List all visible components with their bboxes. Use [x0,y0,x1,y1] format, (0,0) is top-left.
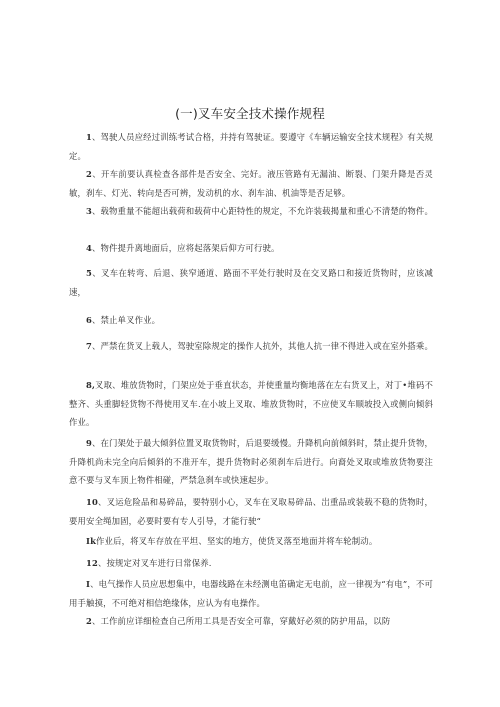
paragraph-6 [69,311,433,330]
paragraph-number: 2 [86,616,92,626]
paragraph-text: 、严禁在货叉上载人，驾驶室除规定的操作人抗外，其他人抗一律不得进入或在室外搭乘。 [91,341,433,351]
paragraph-number: 8, [86,380,96,390]
document-title: (一)叉车安全技术操作规程 [175,106,325,121]
paragraph-text: 、在门架处于最大倾斜位置叉取货物时，后退要缓慢。升降机向前倾斜时，禁止提升货物，升降机尚未完全向后倾斜的不准开车，提升货物时必须刹车后进行。向裔处叉取或堆放货物要注意不要与叉车顶上物件相碰，严禁急刹车或快速起步。 [69,438,433,485]
paragraph-9 [69,434,433,490]
paragraph-7 [69,337,433,356]
paragraph-10 [69,493,433,530]
paragraph-text: 、工作前应详细检查自己所用工具是否安全可靠，穿戴好必须的防护用品，以防 [91,616,391,626]
paragraph-11 [69,532,433,551]
paragraph-text: 、驾驶人员应经过训练考试合格，并持有驾驶证。要遵守《车辆运输安全技术规程》有关规定。 [69,132,433,161]
paragraph-number: Ik [86,536,97,546]
paragraph-text: 作业后，将叉车存放在平坦、坚实的地方，使货叉落至地面并将车轮制动。 [96,536,378,546]
paragraph-number: 12 [86,558,98,568]
paragraph-1 [69,128,433,165]
paragraph-text: 、开车前要认真检查各部件是否安全、完好。液压管路有无漏油、断裂、门架升降是否灵敏，刹车、灯光、转向是否可辨，发动机的水、刹车油、机油等是否足够。 [69,169,433,198]
paragraph-text: 、按规定对叉车进行日常保养. [97,558,212,568]
paragraph-number: 5 [86,268,92,278]
paragraph-text: 、叉车在转弯、后退、狭窄通道、路面不平处行驶时及在交叉路口和接近货物时，应该减速， [69,268,433,297]
paragraph-text: 、叉运危险品和易碎品，要特别小心，叉车在叉取易碎品、岀重品或装载不稳的货物时，要用安全绳加固，必要时要有专人引导，才能行驶“ [69,497,433,526]
paragraph-4 [69,239,433,258]
paragraph-text: 、载物重量不能超出载荷和载荷中心距特性的规定，不允许装载揭量和重心不清楚的物件。 [91,206,433,216]
paragraph-number: 10 [86,497,98,507]
paragraph-8 [69,376,433,432]
paragraph-number: 1 [86,132,92,142]
paragraph-3 [69,202,433,221]
paragraph-number: 9 [86,438,92,448]
paragraph-number: 7 [86,341,92,351]
paragraph-12 [69,554,433,573]
paragraph-2 [69,165,433,202]
paragraph-text: 、物件提升离地面后，应将起落架后仰方可行驶。 [91,243,280,253]
paragraph-5 [69,264,433,301]
paragraph-text: 叉取、堆放货物时，门架应处于垂直状态，并使重量均衡地落在左右货叉上，对丁•堆码不整齐、头重脚轻货物不得使用叉车.在小坡上叉取、堆放货物时，不应使叉车顺坡投入或侧向倾斜作业。 [69,380,433,427]
paragraph-number: I [86,579,91,589]
paragraph-text: 、电气操作人员应思想集中，电器线路在未经测电笛确定无电前，应一律视为“有电”，不可用手触摸，不可绝对相信绝缘体，应认为有电操作。 [69,579,433,608]
paragraph-13 [69,575,433,612]
paragraph-number: 6 [86,315,92,325]
paragraph-number: 4 [86,243,92,253]
paragraph-number: 2 [86,169,92,179]
paragraph-number: 3 [86,206,92,216]
paragraph-14 [69,612,433,631]
paragraph-text: 、禁止单叉作业。 [91,315,161,325]
